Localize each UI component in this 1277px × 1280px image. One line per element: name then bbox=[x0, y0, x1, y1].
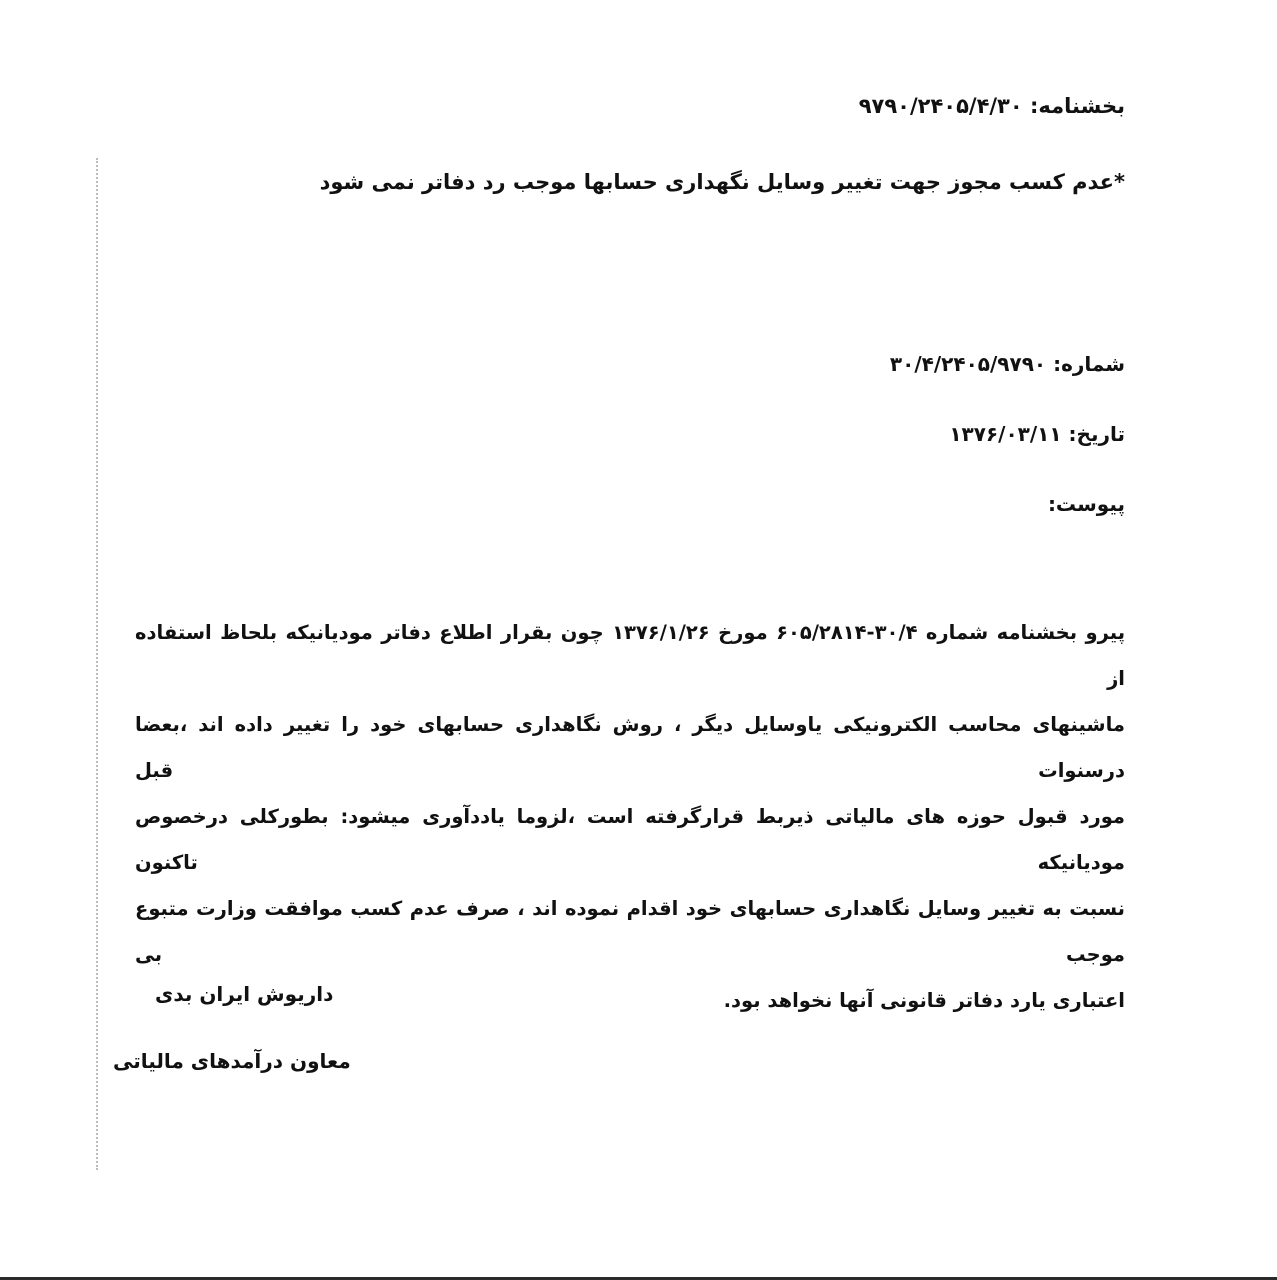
letter-body bbox=[135, 610, 1125, 1024]
body-line: ماشینهای محاسب الکترونیکی یاوسایل دیگر ، روش نگاهداری حسابهای خود را تغییر داده اند ،بعضا درسنوات قبل bbox=[135, 713, 1125, 782]
letter-attachment: پیوست: bbox=[1047, 492, 1125, 516]
letter-date: تاریخ: ۱۳۷۶/۰۳/۱۱ bbox=[949, 422, 1125, 446]
body-line: پیرو بخشنامه شماره ۳۰/۴-۶۰۵/۲۸۱۴ مورخ ۱۳۷۶/۱/۲۶ چون بقرار اطلاع دفاتر مودیانیکه بلحاظ استفاده از bbox=[135, 621, 1126, 690]
signatory-name: داریوش ایران بدی bbox=[155, 982, 334, 1006]
body-line: اعتباری یارد دفاتر قانونی آنها نخواهد بود. bbox=[723, 989, 1125, 1012]
letter-number: شماره: ۳۰/۴/۲۴۰۵/۹۷۹۰ bbox=[889, 352, 1125, 376]
margin-rule bbox=[96, 158, 98, 1170]
signatory-title: معاون درآمدهای مالیاتی bbox=[113, 1049, 351, 1073]
circular-number: بخشنامه: ۹۷۹۰/۲۴۰۵/۴/۳۰ bbox=[858, 94, 1125, 118]
body-line: نسبت به تغییر وسایل نگاهداری حسابهای خود اقدام نموده اند ، صرف عدم کسب موافقت وزارت متبوع موجب بی bbox=[135, 897, 1125, 966]
body-line: مورد قبول حوزه های مالیاتی ذیربط قرارگرفته است ،لزوما یاددآوری میشود: بطورکلی درخصوص مودیانیکه تاکنون bbox=[135, 805, 1125, 874]
document-headline: *عدم کسب مجوز جهت تغییر وسایل نگهداری حسابها موجب رد دفاتر نمی شود bbox=[319, 170, 1125, 194]
